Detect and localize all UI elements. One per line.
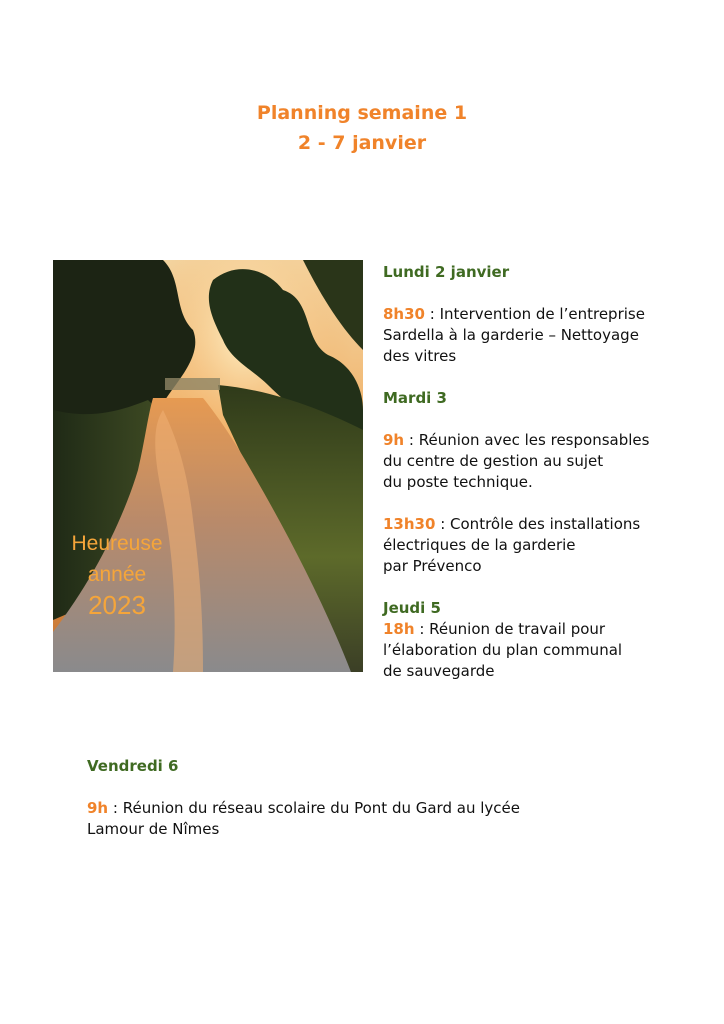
greeting-line-1: Heureuse bbox=[71, 532, 163, 555]
title-line-1: Planning semaine 1 bbox=[256, 102, 468, 124]
greeting-text bbox=[53, 528, 181, 621]
schedule-right-column bbox=[383, 262, 713, 682]
event-time: 9h bbox=[383, 431, 405, 449]
schedule-bottom-section bbox=[87, 756, 707, 840]
event-text-line: Lamour de Nîmes bbox=[87, 820, 220, 838]
day-heading-vendredi: Vendredi 6 bbox=[87, 757, 179, 775]
event-text-line: Réunion avec les responsables bbox=[418, 431, 650, 449]
event-jeudi-1: 18h : Réunion de travail pour l’élaboration du plan communal de sauvegarde bbox=[383, 619, 713, 682]
event-mardi-2: 13h30 : Contrôle des installations électriques de la garderie par Prévenco bbox=[383, 514, 713, 577]
event-lundi-1: 8h30 : Intervention de l’entreprise Sardella à la garderie – Nettoyage des vitres bbox=[383, 304, 713, 367]
greeting-year: 2023 bbox=[88, 590, 146, 620]
event-time: 9h bbox=[87, 799, 109, 817]
event-text-line: Réunion du réseau scolaire du Pont du Gard au lycée bbox=[122, 799, 520, 817]
event-text-line: l’élaboration du plan communal bbox=[383, 641, 623, 659]
event-mardi-1: 9h : Réunion avec les responsables du centre de gestion au sujet du poste technique. bbox=[383, 430, 713, 493]
day-heading-lundi: Lundi 2 janvier bbox=[383, 263, 510, 281]
event-vendredi-1: 9h : Réunion du réseau scolaire du Pont du Gard au lycée Lamour de Nîmes bbox=[87, 798, 707, 840]
title-line-2: 2 - 7 janvier bbox=[297, 132, 427, 154]
event-text-line: Contrôle des installations bbox=[450, 515, 641, 533]
greeting-line-2: année bbox=[87, 563, 147, 586]
event-text-line: Réunion de travail pour bbox=[429, 620, 606, 638]
page-title bbox=[0, 98, 724, 158]
new-year-photo bbox=[53, 260, 363, 672]
event-text-line: par Prévenco bbox=[383, 557, 482, 575]
day-heading-jeudi: Jeudi 5 bbox=[383, 599, 441, 617]
event-time: 18h bbox=[383, 620, 415, 638]
event-time: 8h30 bbox=[383, 305, 425, 323]
event-text-line: Intervention de l’entreprise bbox=[439, 305, 645, 323]
event-time: 13h30 bbox=[383, 515, 436, 533]
event-text-line: des vitres bbox=[383, 347, 457, 365]
event-text-line: de sauvegarde bbox=[383, 662, 495, 680]
event-text-line: du poste technique. bbox=[383, 473, 533, 491]
event-text-line: électriques de la garderie bbox=[383, 536, 576, 554]
event-text-line: du centre de gestion au sujet bbox=[383, 452, 604, 470]
day-heading-mardi: Mardi 3 bbox=[383, 389, 447, 407]
event-text-line: Sardella à la garderie – Nettoyage bbox=[383, 326, 639, 344]
